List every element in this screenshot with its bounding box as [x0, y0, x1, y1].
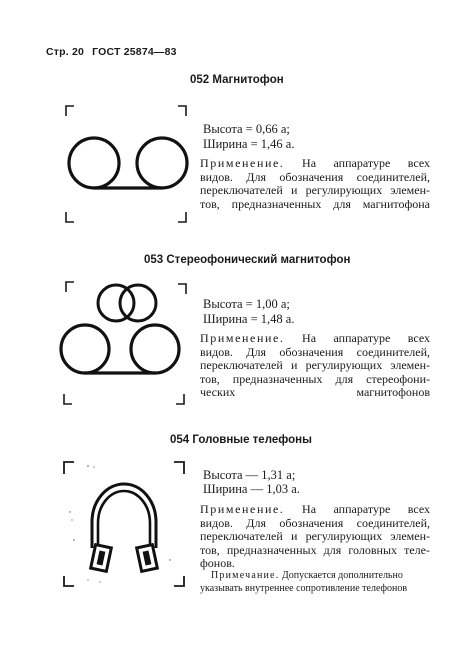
section-title-054: 054 Головные телефоны [170, 434, 312, 446]
height-052: Высота = 0,66 a; [203, 122, 290, 136]
height-054: Высота — 1,31 a; [203, 468, 296, 482]
standard-number: ГОСТ 25874—83 [92, 46, 177, 58]
width-054: Ширина — 1,03 a. [203, 482, 300, 496]
height-053: Высота = 1,00 a; [203, 297, 290, 311]
earcup-right-icon [137, 545, 158, 572]
usage-lead-053: Применение. [200, 331, 285, 345]
note-054-line1: Примечание. Допускается дополнительно [211, 570, 403, 581]
width-052: Ширина = 1,46 a. [203, 137, 295, 151]
note-lead: Примечание. [211, 570, 280, 581]
usage-053: Применение. На аппаратуре всех видов. Для обозначения соединителей, переключателей и регулирующих элемен- тов, предназначенных для стереофони- ческих магнитофонов [200, 331, 431, 399]
usage-lead-054: Применение. [200, 502, 285, 516]
section-title-052: 052 Магнитофон [190, 74, 284, 86]
usage-052: Применение. На аппаратуре всех видов. Для обозначения соединителей, переключателей и регулирующих элемен- тов, предназначенных для магнитофона [200, 156, 431, 211]
note-054-line2: указывать внутреннее сопротивление телефонов [200, 583, 408, 594]
headband-inner [98, 491, 150, 548]
frame-corners-054 [64, 462, 184, 586]
usage-lead-052: Применение. [200, 156, 285, 170]
page-number: Стр. 20 [46, 46, 85, 58]
width-053: Ширина = 1,48 a. [203, 312, 295, 326]
usage-054: Применение. На аппаратуре всех видов. Для обозначения соединителей, переключателей и регулирующих элемен- тов, предназначенных для головных теле- фонов. [200, 502, 431, 570]
earcup-left-icon [91, 545, 112, 572]
section-title-053: 053 Стереофонический магнитофон [144, 254, 351, 266]
headband-outer [92, 484, 156, 548]
